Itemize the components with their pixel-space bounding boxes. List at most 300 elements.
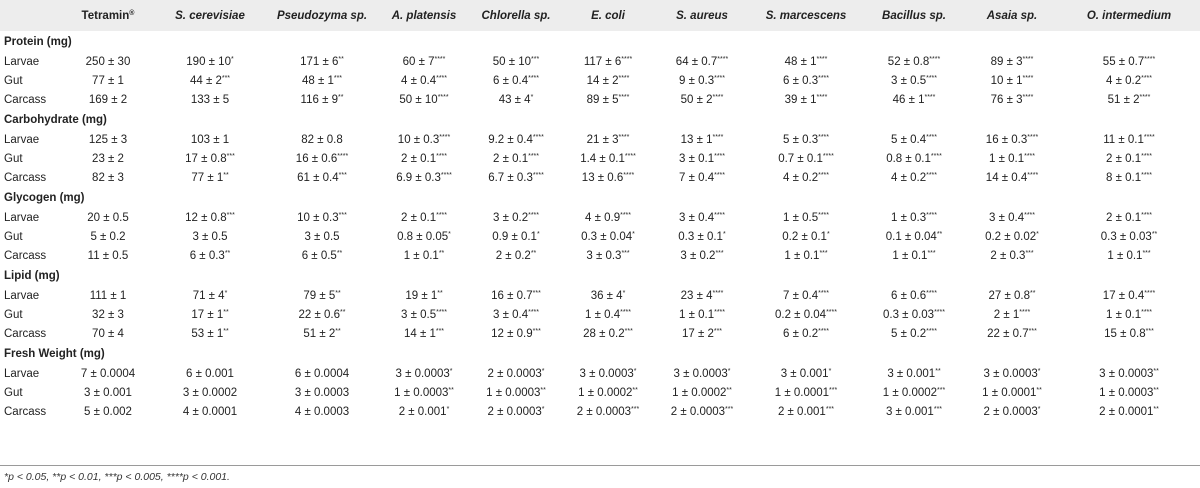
value-cell (470, 324, 562, 343)
cell-value: 1 ± 0.0001 (774, 386, 830, 399)
significance-mark: * (536, 230, 540, 238)
cell-value: 14 ± 1 (403, 327, 436, 340)
value-cell (378, 208, 470, 227)
cell-value: 4 ± 0.2 (891, 171, 927, 184)
value-cell (378, 286, 470, 305)
significance-mark: ** (1153, 405, 1159, 413)
table-row (0, 71, 1200, 90)
value-cell (378, 402, 470, 421)
value-cell (62, 90, 154, 109)
cell-value: 1 ± 0.0003 (394, 386, 449, 399)
cell-value: 11 ± 0.5 (87, 249, 129, 262)
cell-value: 3 ± 0.001 (885, 405, 934, 418)
cell-value: 3 ± 0.5 (891, 74, 927, 87)
significance-mark: *** (333, 74, 343, 82)
cell-value: 3 ± 0.2 (493, 211, 529, 224)
significance-mark: ** (223, 327, 229, 335)
value-cell (654, 402, 750, 421)
header-cell: Chlorella sp. (481, 9, 551, 22)
cell-value: 5 ± 0.2 (891, 327, 927, 340)
value-cell (750, 227, 862, 246)
significance-mark: **** (436, 211, 447, 219)
cell-value: 17 ± 2 (681, 327, 714, 340)
value-cell (378, 71, 470, 90)
cell-value: 3 ± 0.5 (304, 230, 340, 243)
value-cell (154, 305, 266, 324)
section-header-row (0, 343, 1200, 364)
value-cell (470, 208, 562, 227)
value-cell (470, 149, 562, 168)
significance-mark: **** (1027, 171, 1039, 179)
significance-mark: **** (532, 133, 544, 141)
value-cell (470, 168, 562, 187)
cell-value: 6.9 ± 0.3 (396, 171, 441, 184)
section-title: Carbohydrate (mg) (4, 113, 107, 126)
cell-value: 7 ± 0.4 (783, 289, 819, 302)
value-cell (966, 383, 1058, 402)
significance-mark: **** (1019, 308, 1031, 316)
value-cell (562, 149, 654, 168)
significance-mark: **** (926, 171, 937, 179)
cell-value: 2 ± 0.0001 (1099, 405, 1154, 418)
significance-mark: **** (528, 211, 539, 219)
significance-mark: **** (1022, 74, 1034, 82)
significance-mark: * (446, 405, 450, 413)
section-header-row (0, 187, 1200, 208)
significance-mark: **** (1024, 152, 1035, 160)
value-cell (966, 149, 1058, 168)
cell-value: 5 ± 0.2 (90, 230, 126, 243)
section-header-row (0, 109, 1200, 130)
value-cell (562, 130, 654, 149)
value-cell (966, 130, 1058, 149)
significance-mark: ** (336, 249, 343, 257)
cell-value: 3 ± 0.1 (679, 152, 715, 165)
cell-value: 48 ± 1 (301, 74, 334, 87)
value-cell (378, 52, 470, 71)
cell-value: 13 ± 0.6 (581, 171, 624, 184)
value-cell (750, 364, 862, 383)
significance-mark: ** (1153, 386, 1159, 394)
value-cell (470, 246, 562, 265)
significance-mark: **** (816, 93, 828, 101)
cell-value: 0.3 ± 0.03 (883, 308, 935, 321)
value-cell (62, 246, 154, 265)
value-cell (266, 286, 378, 305)
significance-mark: **** (620, 211, 631, 219)
table-body (0, 31, 1200, 421)
cell-value: 0.3 ± 0.1 (678, 230, 723, 243)
cell-value: 14 ± 2 (586, 74, 619, 87)
value-cell (562, 90, 654, 109)
significance-mark: *** (825, 405, 835, 413)
header-cell: S. cerevisiae (175, 9, 245, 22)
value-cell (966, 168, 1058, 187)
significance-mark: **** (1141, 211, 1152, 219)
significance-mark: * (530, 93, 534, 101)
row-label: Carcass (4, 327, 47, 340)
row-label: Larvae (4, 55, 40, 68)
row-label: Gut (4, 308, 23, 321)
value-cell (654, 90, 750, 109)
significance-mark: **** (1141, 74, 1152, 82)
value-cell (862, 402, 966, 421)
value-cell (562, 305, 654, 324)
cell-value: 46 ± 1 (892, 93, 925, 106)
cell-value: 16 ± 0.3 (985, 133, 1028, 146)
cell-value: 0.2 ± 0.04 (775, 308, 827, 321)
cell-value: 169 ± 2 (88, 93, 128, 106)
value-cell (966, 402, 1058, 421)
value-cell (470, 71, 562, 90)
cell-value: 1 ± 0.1 (679, 308, 715, 321)
value-cell (654, 208, 750, 227)
significance-mark: **** (1024, 211, 1035, 219)
table-row (0, 208, 1200, 227)
cell-value: 4 ± 0.4 (401, 74, 437, 87)
value-cell (562, 227, 654, 246)
significance-mark: *** (624, 327, 633, 335)
value-cell (470, 286, 562, 305)
significance-mark: **** (924, 93, 936, 101)
cell-value: 2 ± 0.001 (398, 405, 447, 418)
value-cell (966, 227, 1058, 246)
significance-mark: **** (714, 74, 725, 82)
cell-value: 8 ± 0.1 (1106, 171, 1142, 184)
cell-value: 14 ± 0.4 (985, 171, 1028, 184)
cell-value: 4 ± 0.0003 (294, 405, 350, 418)
significance-mark: **** (717, 55, 729, 63)
value-cell (266, 324, 378, 343)
significance-mark: ** (540, 386, 546, 394)
value-cell (1058, 52, 1200, 71)
cell-value: 2 ± 0.1 (401, 152, 437, 165)
cell-value: 3 ± 0.0002 (182, 386, 238, 399)
significance-mark: **** (826, 308, 837, 316)
section-header-row (0, 31, 1200, 52)
value-cell (966, 305, 1058, 324)
value-cell (378, 149, 470, 168)
value-cell (654, 130, 750, 149)
value-cell (562, 52, 654, 71)
section-title: Lipid (mg) (4, 269, 60, 282)
significance-mark: **** (1141, 308, 1152, 316)
value-cell (1058, 149, 1200, 168)
value-cell (654, 286, 750, 305)
cell-value: 20 ± 0.5 (87, 211, 129, 224)
significance-mark: *** (819, 249, 828, 257)
significance-mark: *** (1145, 327, 1154, 335)
value-cell (378, 324, 470, 343)
cell-value: 0.9 ± 0.1 (492, 230, 537, 243)
row-label: Larvae (4, 289, 40, 302)
significance-mark: *** (725, 405, 734, 413)
value-cell (862, 130, 966, 149)
significance-mark: **** (926, 211, 937, 219)
significance-mark: **** (623, 171, 635, 179)
significance-mark: **** (714, 171, 725, 179)
cell-value: 3 ± 0.001 (887, 367, 936, 380)
significance-mark: * (541, 405, 545, 413)
significance-mark: *** (621, 249, 630, 257)
value-cell (154, 383, 266, 402)
value-cell (1058, 402, 1200, 421)
header-cell: Pseudozyma sp. (276, 9, 368, 22)
row-label: Larvae (4, 367, 40, 380)
value-cell (378, 305, 470, 324)
value-cell (62, 324, 154, 343)
value-cell (1058, 383, 1200, 402)
significance-mark: *** (435, 327, 445, 335)
value-cell (470, 402, 562, 421)
value-cell (154, 324, 266, 343)
value-cell (154, 227, 266, 246)
cell-value: 6 ± 0.5 (301, 249, 337, 262)
cell-value: 23 ± 4 (680, 289, 713, 302)
value-cell (966, 71, 1058, 90)
significance-mark: * (224, 289, 228, 297)
cell-value: 3 ± 0.2 (680, 249, 716, 262)
value-cell (562, 402, 654, 421)
significance-mark: *** (338, 211, 347, 219)
row-label: Carcass (4, 93, 47, 106)
value-cell (266, 246, 378, 265)
value-cell (750, 324, 862, 343)
value-cell (154, 71, 266, 90)
value-cell (154, 130, 266, 149)
cell-value: 10 ± 0.3 (297, 211, 339, 224)
cell-value: 2 ± 0.1 (493, 152, 529, 165)
table-row (0, 227, 1200, 246)
value-cell (154, 52, 266, 71)
significance-mark: ** (1036, 386, 1042, 394)
significance-mark: *** (1028, 327, 1037, 335)
significance-mark: *** (226, 152, 235, 160)
significance-mark: *** (1142, 249, 1151, 257)
cell-value: 17 ± 1 (191, 308, 224, 321)
cell-value: 6 ± 0.4 (493, 74, 529, 87)
cell-value: 19 ± 1 (405, 289, 438, 302)
cell-value: 1 ± 0.4 (585, 308, 621, 321)
value-cell (154, 90, 266, 109)
significance-mark: **** (620, 308, 631, 316)
value-cell (862, 90, 966, 109)
cell-value: 89 ± 3 (990, 55, 1023, 68)
value-cell (966, 286, 1058, 305)
section-title: Glycogen (mg) (4, 191, 85, 204)
significance-mark: * (632, 230, 635, 238)
significance-mark: ** (223, 171, 229, 179)
significance-mark: * (633, 367, 637, 375)
cell-value: 55 ± 0.7 (1102, 55, 1145, 68)
cell-value: 6.7 ± 0.3 (488, 171, 533, 184)
cell-value: 133 ± 5 (190, 93, 230, 106)
cell-value: 1 ± 0.0002 (672, 386, 727, 399)
cell-value: 44 ± 2 (189, 74, 222, 87)
cell-value: 2 ± 1 (993, 308, 1020, 321)
value-cell (654, 227, 750, 246)
significance-mark: **** (1141, 171, 1152, 179)
value-cell (470, 90, 562, 109)
cell-value: 82 ± 3 (92, 171, 124, 184)
cell-value: 9 ± 0.3 (679, 74, 715, 87)
cell-value: 43 ± 4 (498, 93, 531, 106)
value-cell (154, 149, 266, 168)
significance-mark: ** (335, 289, 341, 297)
cell-value: 1 ± 0.1 (1106, 308, 1142, 321)
cell-value: 4 ± 0.2 (783, 171, 819, 184)
significance-mark: *** (338, 171, 347, 179)
significance-mark: **** (930, 152, 942, 160)
significance-mark: ** (935, 367, 941, 375)
value-cell (470, 364, 562, 383)
significance-mark: ** (1030, 289, 1036, 297)
significance-mark: **** (1027, 133, 1039, 141)
cell-value: 3 ± 0.4 (679, 211, 715, 224)
cell-value: 89 ± 5 (586, 93, 619, 106)
cell-value: 17 ± 0.8 (185, 152, 227, 165)
cell-value: 50 ± 10 (492, 55, 532, 68)
significance-mark: * (230, 55, 234, 63)
cell-value: 3 ± 0.0003 (1099, 367, 1154, 380)
significance-mark: * (541, 367, 545, 375)
cell-value: 3 ± 0.4 (493, 308, 529, 321)
significance-mark: **** (1143, 133, 1155, 141)
significance-mark: **** (714, 211, 725, 219)
significance-mark: **** (818, 171, 829, 179)
cell-value: 13 ± 1 (680, 133, 713, 146)
significance-mark: **** (1022, 93, 1034, 101)
value-cell (862, 364, 966, 383)
value-cell (1058, 71, 1200, 90)
cell-value: 3 ± 0.001 (780, 367, 829, 380)
cell-value: 3 ± 0.5 (401, 308, 437, 321)
value-cell (62, 402, 154, 421)
row-label: Gut (4, 230, 23, 243)
significance-mark: * (448, 230, 451, 238)
cell-value: 39 ± 1 (784, 93, 817, 106)
value-cell (1058, 208, 1200, 227)
value-cell (378, 130, 470, 149)
significance-mark: **** (712, 289, 724, 297)
value-cell (1058, 364, 1200, 383)
cell-value: 36 ± 4 (590, 289, 623, 302)
value-cell (378, 383, 470, 402)
value-cell (378, 90, 470, 109)
value-cell (966, 324, 1058, 343)
value-cell (750, 286, 862, 305)
value-cell (562, 246, 654, 265)
table-row (0, 168, 1200, 187)
cell-value: 0.2 ± 0.1 (782, 230, 827, 243)
value-cell (750, 305, 862, 324)
value-cell (470, 52, 562, 71)
significance-mark: **** (439, 133, 451, 141)
table-row (0, 305, 1200, 324)
value-cell (266, 208, 378, 227)
cell-value: 3 ± 0.0003 (395, 367, 450, 380)
significance-mark: **** (818, 289, 829, 297)
value-cell (654, 383, 750, 402)
significance-mark: **** (712, 93, 724, 101)
value-cell (154, 402, 266, 421)
header-cell (0, 0, 62, 31)
cell-value: 2 ± 0.0003 (983, 405, 1038, 418)
cell-value: 76 ± 3 (990, 93, 1023, 106)
cell-value: 0.8 ± 0.1 (886, 152, 931, 165)
value-cell (562, 208, 654, 227)
value-cell (966, 208, 1058, 227)
value-cell (966, 364, 1058, 383)
significance-mark: ** (337, 93, 344, 101)
significance-mark: **** (436, 152, 447, 160)
cell-value: 0.7 ± 0.1 (778, 152, 823, 165)
cell-value: 2 ± 0.2 (495, 249, 531, 262)
value-cell (1058, 324, 1200, 343)
cell-value: 1.4 ± 0.1 (580, 152, 625, 165)
cell-value: 190 ± 10 (186, 55, 231, 68)
value-cell (266, 168, 378, 187)
value-cell (62, 208, 154, 227)
row-label: Carcass (4, 171, 47, 184)
value-cell (1058, 130, 1200, 149)
header-cell: O. intermedium (1086, 9, 1172, 22)
significance-mark: **** (714, 308, 725, 316)
cell-value: 6 ± 0.0004 (294, 367, 350, 380)
cell-value: 77 ± 1 (191, 171, 224, 184)
row-label: Larvae (4, 133, 40, 146)
value-cell (62, 364, 154, 383)
value-cell (1058, 246, 1200, 265)
cell-value: 70 ± 4 (92, 327, 124, 340)
value-cell (750, 149, 862, 168)
significance-mark: **** (816, 55, 828, 63)
cell-value: 23 ± 2 (92, 152, 124, 165)
value-cell (862, 52, 966, 71)
value-cell (862, 246, 966, 265)
cell-value: 51 ± 2 (1107, 93, 1140, 106)
significance-mark: **** (929, 55, 941, 63)
cell-value: 1 ± 0.0002 (882, 386, 938, 399)
value-cell (562, 168, 654, 187)
cell-value: 71 ± 4 (192, 289, 225, 302)
cell-value: 1 ± 0.0002 (578, 386, 633, 399)
cell-value: 17 ± 0.4 (1102, 289, 1145, 302)
cell-value: 6 ± 0.6 (891, 289, 927, 302)
row-label: Carcass (4, 405, 47, 418)
value-cell (62, 383, 154, 402)
significance-mark: ** (338, 55, 344, 63)
table-row (0, 149, 1200, 168)
row-label: Gut (4, 386, 23, 399)
value-cell (966, 52, 1058, 71)
cell-value: 0.1 ± 0.04 (885, 230, 937, 243)
significance-mark: **** (1139, 93, 1151, 101)
cell-value: 3 ± 0.4 (989, 211, 1025, 224)
cell-value: 1 ± 0.1 (1107, 249, 1143, 262)
significance-mark: **** (528, 152, 539, 160)
value-cell (470, 130, 562, 149)
cell-value: 6 ± 0.2 (783, 327, 819, 340)
value-cell (654, 364, 750, 383)
value-cell (154, 168, 266, 187)
cell-value: 4 ± 0.2 (1106, 74, 1142, 87)
value-cell (654, 52, 750, 71)
row-label: Gut (4, 152, 23, 165)
section-title: Fresh Weight (mg) (4, 347, 105, 360)
value-cell (654, 246, 750, 265)
significance-mark: **** (926, 289, 937, 297)
